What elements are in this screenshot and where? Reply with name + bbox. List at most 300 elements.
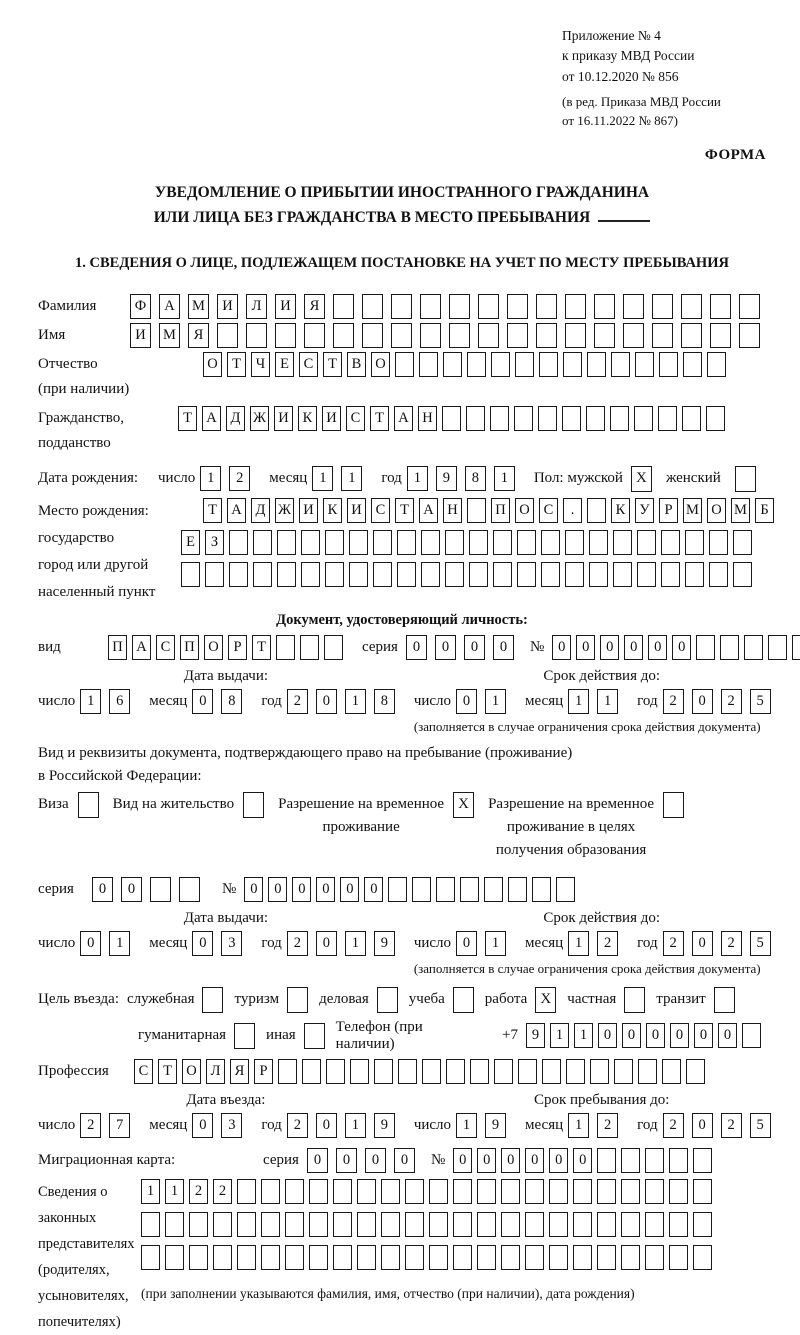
char-cell[interactable]: 0 [456, 689, 477, 714]
char-cell[interactable]: 1 [312, 466, 333, 491]
char-cell[interactable] [412, 877, 431, 902]
char-cell[interactable]: 0 [600, 635, 619, 660]
char-cell[interactable]: 0 [549, 1148, 568, 1173]
char-cell[interactable] [792, 635, 800, 660]
char-cell[interactable] [594, 323, 615, 348]
char-cell[interactable] [325, 530, 344, 555]
char-cell[interactable]: 0 [406, 635, 427, 660]
char-cell[interactable] [681, 294, 702, 319]
char-cell[interactable]: Ж [250, 406, 269, 431]
char-cell[interactable]: 1 [485, 689, 506, 714]
char-cell[interactable] [597, 1179, 616, 1204]
char-cell[interactable] [597, 1245, 616, 1270]
char-cell[interactable]: О [182, 1059, 201, 1084]
char-cell[interactable]: 1 [568, 689, 589, 714]
char-cell[interactable] [637, 562, 656, 587]
char-cell[interactable] [693, 1212, 712, 1237]
char-cell[interactable] [707, 352, 726, 377]
char-cell[interactable] [549, 1212, 568, 1237]
char-cell[interactable] [229, 530, 248, 555]
char-cell[interactable] [391, 323, 412, 348]
char-cell[interactable]: Т [178, 406, 197, 431]
char-cell[interactable]: И [299, 498, 318, 523]
char-cell[interactable] [597, 1148, 616, 1173]
char-cell[interactable]: Т [370, 406, 389, 431]
char-cell[interactable] [405, 1212, 424, 1237]
char-cell[interactable] [165, 1212, 184, 1237]
char-cell[interactable]: 1 [568, 931, 589, 956]
char-cell[interactable] [442, 406, 461, 431]
char-cell[interactable]: 1 [456, 1113, 477, 1138]
char-cell[interactable] [443, 352, 462, 377]
char-cell[interactable] [645, 1245, 664, 1270]
char-cell[interactable] [720, 635, 739, 660]
char-cell[interactable] [541, 530, 560, 555]
char-cell[interactable] [634, 406, 653, 431]
char-cell[interactable] [706, 406, 725, 431]
char-cell[interactable] [733, 562, 752, 587]
char-cell[interactable]: 1 [597, 689, 618, 714]
char-cell[interactable] [275, 323, 296, 348]
char-cell[interactable] [566, 1059, 585, 1084]
char-cell[interactable]: 2 [597, 1113, 618, 1138]
char-cell[interactable]: 0 [672, 635, 691, 660]
char-cell[interactable] [420, 323, 441, 348]
char-cell[interactable] [333, 294, 354, 319]
char-cell[interactable] [357, 1179, 376, 1204]
char-cell[interactable] [420, 294, 441, 319]
char-cell[interactable] [610, 406, 629, 431]
char-cell[interactable] [739, 294, 760, 319]
char-cell[interactable] [484, 877, 503, 902]
sex-male-checkbox[interactable]: X [631, 466, 652, 492]
char-cell[interactable] [562, 406, 581, 431]
char-cell[interactable]: 0 [646, 1023, 665, 1048]
char-cell[interactable] [652, 323, 673, 348]
char-cell[interactable] [253, 530, 272, 555]
char-cell[interactable]: 1 [109, 931, 130, 956]
char-cell[interactable] [253, 562, 272, 587]
char-cell[interactable] [333, 1179, 352, 1204]
char-cell[interactable] [621, 1245, 640, 1270]
char-cell[interactable] [466, 406, 485, 431]
char-cell[interactable] [246, 323, 267, 348]
char-cell[interactable]: 2 [213, 1179, 232, 1204]
char-cell[interactable] [261, 1245, 280, 1270]
char-cell[interactable]: Д [226, 406, 245, 431]
char-cell[interactable]: С [134, 1059, 153, 1084]
purpose-tourism-checkbox[interactable] [287, 987, 308, 1013]
char-cell[interactable] [590, 1059, 609, 1084]
char-cell[interactable]: 0 [692, 1113, 713, 1138]
char-cell[interactable] [565, 294, 586, 319]
char-cell[interactable]: 0 [493, 635, 514, 660]
char-cell[interactable] [491, 352, 510, 377]
char-cell[interactable] [421, 530, 440, 555]
char-cell[interactable]: Я [188, 323, 209, 348]
char-cell[interactable] [638, 1059, 657, 1084]
char-cell[interactable]: 1 [80, 689, 101, 714]
char-cell[interactable]: Д [251, 498, 270, 523]
char-cell[interactable]: З [205, 530, 224, 555]
char-cell[interactable] [301, 530, 320, 555]
char-cell[interactable] [397, 562, 416, 587]
char-cell[interactable]: Е [275, 352, 294, 377]
char-cell[interactable]: 9 [374, 931, 395, 956]
char-cell[interactable]: 0 [316, 1113, 337, 1138]
char-cell[interactable]: М [159, 323, 180, 348]
char-cell[interactable] [205, 562, 224, 587]
char-cell[interactable]: 9 [485, 1113, 506, 1138]
char-cell[interactable] [669, 1245, 688, 1270]
char-cell[interactable] [150, 877, 171, 902]
char-cell[interactable]: 0 [692, 931, 713, 956]
char-cell[interactable]: 2 [597, 931, 618, 956]
char-cell[interactable] [421, 562, 440, 587]
char-cell[interactable] [357, 1212, 376, 1237]
char-cell[interactable] [696, 635, 715, 660]
char-cell[interactable] [237, 1212, 256, 1237]
char-cell[interactable]: 0 [336, 1148, 357, 1173]
char-cell[interactable]: 1 [165, 1179, 184, 1204]
char-cell[interactable]: Я [230, 1059, 249, 1084]
char-cell[interactable]: 9 [436, 466, 457, 491]
char-cell[interactable]: 3 [221, 931, 242, 956]
char-cell[interactable]: У [635, 498, 654, 523]
char-cell[interactable] [374, 1059, 393, 1084]
char-cell[interactable] [333, 323, 354, 348]
char-cell[interactable]: С [371, 498, 390, 523]
char-cell[interactable] [744, 635, 763, 660]
char-cell[interactable]: С [156, 635, 175, 660]
char-cell[interactable] [478, 323, 499, 348]
char-cell[interactable] [563, 352, 582, 377]
char-cell[interactable] [637, 530, 656, 555]
char-cell[interactable] [277, 530, 296, 555]
char-cell[interactable]: 1 [494, 466, 515, 491]
char-cell[interactable]: 2 [663, 931, 684, 956]
char-cell[interactable]: Б [755, 498, 774, 523]
char-cell[interactable] [165, 1245, 184, 1270]
char-cell[interactable] [179, 877, 200, 902]
char-cell[interactable]: . [563, 498, 582, 523]
char-cell[interactable] [669, 1179, 688, 1204]
char-cell[interactable] [693, 1148, 712, 1173]
char-cell[interactable] [381, 1179, 400, 1204]
char-cell[interactable] [587, 498, 606, 523]
char-cell[interactable] [613, 562, 632, 587]
char-cell[interactable] [693, 1245, 712, 1270]
char-cell[interactable] [189, 1212, 208, 1237]
char-cell[interactable] [445, 530, 464, 555]
char-cell[interactable]: 0 [456, 931, 477, 956]
char-cell[interactable]: 0 [525, 1148, 544, 1173]
char-cell[interactable]: 0 [316, 931, 337, 956]
char-cell[interactable] [362, 323, 383, 348]
char-cell[interactable] [613, 530, 632, 555]
char-cell[interactable] [429, 1179, 448, 1204]
char-cell[interactable]: П [180, 635, 199, 660]
char-cell[interactable]: 1 [345, 931, 366, 956]
char-cell[interactable]: О [203, 352, 222, 377]
char-cell[interactable] [490, 406, 509, 431]
char-cell[interactable] [349, 562, 368, 587]
char-cell[interactable] [556, 877, 575, 902]
char-cell[interactable] [453, 1245, 472, 1270]
char-cell[interactable] [536, 294, 557, 319]
purpose-private-checkbox[interactable] [624, 987, 645, 1013]
char-cell[interactable]: 0 [477, 1148, 496, 1173]
char-cell[interactable] [635, 352, 654, 377]
char-cell[interactable] [391, 294, 412, 319]
char-cell[interactable] [429, 1245, 448, 1270]
char-cell[interactable] [493, 562, 512, 587]
char-cell[interactable] [189, 1245, 208, 1270]
char-cell[interactable]: 0 [192, 931, 213, 956]
char-cell[interactable]: С [299, 352, 318, 377]
char-cell[interactable]: 0 [598, 1023, 617, 1048]
char-cell[interactable] [549, 1245, 568, 1270]
char-cell[interactable]: И [322, 406, 341, 431]
char-cell[interactable] [453, 1212, 472, 1237]
char-cell[interactable] [350, 1059, 369, 1084]
char-cell[interactable]: Ж [275, 498, 294, 523]
char-cell[interactable] [710, 294, 731, 319]
char-cell[interactable] [229, 562, 248, 587]
char-cell[interactable] [586, 406, 605, 431]
char-cell[interactable] [276, 635, 295, 660]
char-cell[interactable]: 0 [694, 1023, 713, 1048]
char-cell[interactable]: А [227, 498, 246, 523]
char-cell[interactable] [493, 530, 512, 555]
char-cell[interactable] [237, 1179, 256, 1204]
char-cell[interactable]: 0 [453, 1148, 472, 1173]
char-cell[interactable] [645, 1212, 664, 1237]
char-cell[interactable]: 0 [718, 1023, 737, 1048]
char-cell[interactable]: 2 [721, 689, 742, 714]
char-cell[interactable]: 2 [287, 931, 308, 956]
char-cell[interactable] [478, 294, 499, 319]
char-cell[interactable]: 0 [435, 635, 456, 660]
char-cell[interactable] [501, 1245, 520, 1270]
char-cell[interactable]: 0 [576, 635, 595, 660]
char-cell[interactable] [525, 1212, 544, 1237]
char-cell[interactable]: 1 [550, 1023, 569, 1048]
char-cell[interactable]: С [539, 498, 558, 523]
char-cell[interactable] [373, 530, 392, 555]
char-cell[interactable]: Ф [130, 294, 151, 319]
char-cell[interactable]: 0 [340, 877, 359, 902]
char-cell[interactable] [539, 352, 558, 377]
char-cell[interactable] [589, 562, 608, 587]
char-cell[interactable]: В [347, 352, 366, 377]
temporary-education-permit-checkbox[interactable] [663, 792, 684, 818]
char-cell[interactable] [309, 1245, 328, 1270]
char-cell[interactable] [709, 562, 728, 587]
char-cell[interactable]: 7 [109, 1113, 130, 1138]
char-cell[interactable] [429, 1212, 448, 1237]
char-cell[interactable]: И [275, 294, 296, 319]
char-cell[interactable]: 2 [663, 1113, 684, 1138]
char-cell[interactable]: 1 [345, 689, 366, 714]
char-cell[interactable] [397, 530, 416, 555]
char-cell[interactable]: 0 [80, 931, 101, 956]
char-cell[interactable] [381, 1245, 400, 1270]
char-cell[interactable] [285, 1212, 304, 1237]
sex-female-checkbox[interactable] [735, 466, 756, 492]
char-cell[interactable]: П [108, 635, 127, 660]
char-cell[interactable] [621, 1212, 640, 1237]
char-cell[interactable]: А [159, 294, 180, 319]
char-cell[interactable]: К [298, 406, 317, 431]
char-cell[interactable] [501, 1212, 520, 1237]
char-cell[interactable]: 1 [345, 1113, 366, 1138]
char-cell[interactable]: 1 [200, 466, 221, 491]
char-cell[interactable]: А [132, 635, 151, 660]
char-cell[interactable] [405, 1245, 424, 1270]
char-cell[interactable] [542, 1059, 561, 1084]
char-cell[interactable]: 1 [568, 1113, 589, 1138]
char-cell[interactable] [467, 352, 486, 377]
char-cell[interactable] [494, 1059, 513, 1084]
char-cell[interactable] [261, 1212, 280, 1237]
char-cell[interactable] [768, 635, 787, 660]
char-cell[interactable]: 0 [648, 635, 667, 660]
char-cell[interactable]: Р [659, 498, 678, 523]
char-cell[interactable]: 0 [192, 689, 213, 714]
char-cell[interactable]: 0 [364, 877, 383, 902]
char-cell[interactable]: 1 [485, 931, 506, 956]
char-cell[interactable]: Р [254, 1059, 273, 1084]
char-cell[interactable] [659, 352, 678, 377]
char-cell[interactable]: 0 [268, 877, 287, 902]
char-cell[interactable] [742, 1023, 761, 1048]
char-cell[interactable]: 2 [80, 1113, 101, 1138]
char-cell[interactable]: Р [228, 635, 247, 660]
char-cell[interactable] [357, 1245, 376, 1270]
char-cell[interactable]: М [188, 294, 209, 319]
char-cell[interactable] [507, 294, 528, 319]
char-cell[interactable]: 3 [221, 1113, 242, 1138]
purpose-commercial-checkbox[interactable] [377, 987, 398, 1013]
char-cell[interactable] [285, 1245, 304, 1270]
char-cell[interactable] [302, 1059, 321, 1084]
char-cell[interactable] [141, 1212, 160, 1237]
char-cell[interactable] [685, 530, 704, 555]
char-cell[interactable] [449, 294, 470, 319]
char-cell[interactable] [309, 1179, 328, 1204]
char-cell[interactable] [661, 530, 680, 555]
char-cell[interactable] [301, 562, 320, 587]
char-cell[interactable] [685, 562, 704, 587]
char-cell[interactable] [300, 635, 319, 660]
char-cell[interactable]: 2 [287, 689, 308, 714]
char-cell[interactable] [621, 1148, 640, 1173]
char-cell[interactable]: 2 [229, 466, 250, 491]
char-cell[interactable] [681, 323, 702, 348]
char-cell[interactable] [325, 562, 344, 587]
char-cell[interactable]: 2 [287, 1113, 308, 1138]
char-cell[interactable] [652, 294, 673, 319]
char-cell[interactable] [278, 1059, 297, 1084]
char-cell[interactable] [469, 530, 488, 555]
char-cell[interactable] [436, 877, 455, 902]
purpose-humanitarian-checkbox[interactable] [234, 1023, 255, 1049]
residence-permit-checkbox[interactable] [243, 792, 264, 818]
char-cell[interactable]: Т [252, 635, 271, 660]
purpose-work-checkbox[interactable]: X [535, 987, 556, 1013]
char-cell[interactable] [733, 530, 752, 555]
char-cell[interactable]: 0 [292, 877, 311, 902]
char-cell[interactable] [614, 1059, 633, 1084]
char-cell[interactable] [645, 1179, 664, 1204]
char-cell[interactable]: Л [206, 1059, 225, 1084]
char-cell[interactable] [517, 530, 536, 555]
char-cell[interactable] [739, 323, 760, 348]
char-cell[interactable]: Т [203, 498, 222, 523]
char-cell[interactable] [453, 1179, 472, 1204]
char-cell[interactable] [333, 1212, 352, 1237]
char-cell[interactable] [469, 562, 488, 587]
char-cell[interactable] [669, 1148, 688, 1173]
char-cell[interactable] [645, 1148, 664, 1173]
char-cell[interactable]: 0 [92, 877, 113, 902]
char-cell[interactable]: 1 [341, 466, 362, 491]
char-cell[interactable] [565, 562, 584, 587]
purpose-business-checkbox[interactable] [202, 987, 223, 1013]
char-cell[interactable]: 0 [464, 635, 485, 660]
char-cell[interactable]: 2 [721, 931, 742, 956]
char-cell[interactable] [525, 1245, 544, 1270]
char-cell[interactable]: 0 [624, 635, 643, 660]
char-cell[interactable]: Е [181, 530, 200, 555]
char-cell[interactable] [381, 1212, 400, 1237]
char-cell[interactable]: 0 [670, 1023, 689, 1048]
char-cell[interactable] [349, 530, 368, 555]
char-cell[interactable] [398, 1059, 417, 1084]
char-cell[interactable]: 0 [573, 1148, 592, 1173]
char-cell[interactable]: 2 [189, 1179, 208, 1204]
char-cell[interactable]: О [515, 498, 534, 523]
char-cell[interactable] [213, 1245, 232, 1270]
char-cell[interactable]: М [731, 498, 750, 523]
char-cell[interactable]: 9 [374, 1113, 395, 1138]
char-cell[interactable]: 0 [307, 1148, 328, 1173]
char-cell[interactable]: 6 [109, 689, 130, 714]
char-cell[interactable] [309, 1212, 328, 1237]
char-cell[interactable] [507, 323, 528, 348]
char-cell[interactable] [213, 1212, 232, 1237]
char-cell[interactable] [141, 1245, 160, 1270]
char-cell[interactable] [419, 352, 438, 377]
char-cell[interactable]: 5 [750, 1113, 771, 1138]
char-cell[interactable] [589, 530, 608, 555]
char-cell[interactable]: 1 [407, 466, 428, 491]
char-cell[interactable]: 0 [316, 877, 335, 902]
char-cell[interactable] [326, 1059, 345, 1084]
char-cell[interactable] [217, 323, 238, 348]
char-cell[interactable]: 2 [663, 689, 684, 714]
char-cell[interactable] [669, 1212, 688, 1237]
char-cell[interactable] [683, 352, 702, 377]
char-cell[interactable]: Я [304, 294, 325, 319]
char-cell[interactable] [573, 1212, 592, 1237]
char-cell[interactable] [662, 1059, 681, 1084]
char-cell[interactable]: К [323, 498, 342, 523]
char-cell[interactable] [594, 294, 615, 319]
char-cell[interactable] [445, 562, 464, 587]
char-cell[interactable] [658, 406, 677, 431]
